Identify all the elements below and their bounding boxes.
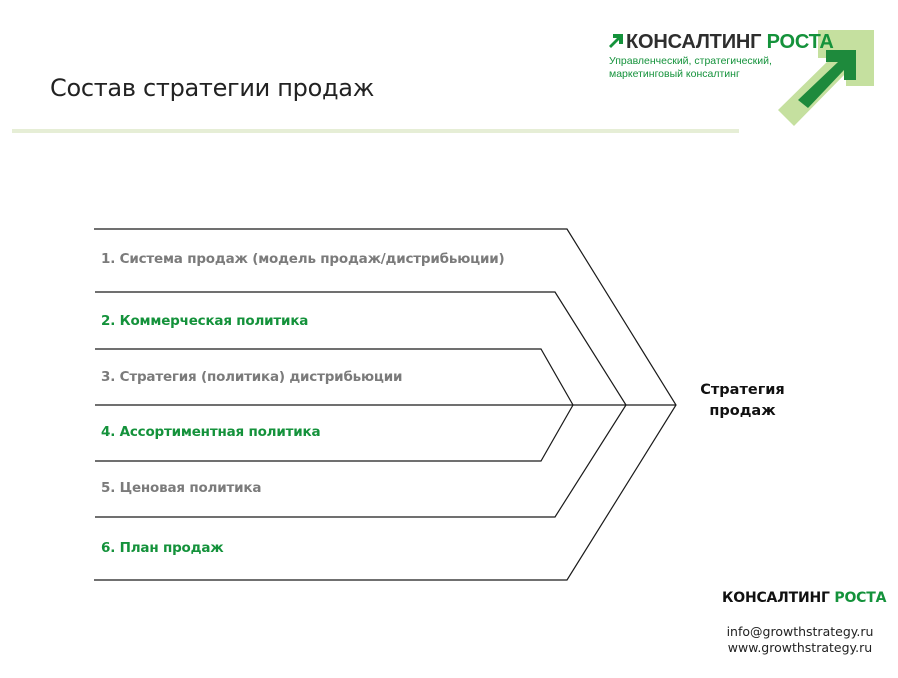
component-item-3: 3. Стратегия (политика) дистрибьюции	[101, 369, 403, 385]
footer-brand-part1: КОНСАЛТИНГ	[722, 590, 830, 606]
component-item-5: 5. Ценовая политика	[101, 480, 262, 496]
footer-brand	[722, 590, 886, 606]
logo-tagline: Управленческий, стратегический, маркетинговый консалтинг	[609, 55, 772, 80]
result-label	[690, 380, 795, 422]
result-label-line1: Стратегия	[700, 382, 785, 398]
page-title: Состав стратегии продаж	[50, 74, 375, 102]
component-item-6: 6. План продаж	[101, 540, 224, 556]
contact-website[interactable]: www.growthstrategy.ru	[727, 640, 873, 655]
logo-brand-part2: РОСТА	[766, 31, 834, 53]
result-label-line2: продаж	[709, 403, 776, 419]
contact-email[interactable]: info@growthstrategy.ru	[726, 624, 874, 639]
component-item-4: 4. Ассортиментная политика	[101, 424, 321, 440]
logo-brand-part1: КОНСАЛТИНГ	[626, 31, 762, 53]
component-item-2: 2. Коммерческая политика	[101, 313, 309, 329]
component-item-1: 1. Система продаж (модель продаж/дистрибьюции)	[101, 251, 505, 267]
footer-brand-part2: РОСТА	[834, 590, 887, 606]
